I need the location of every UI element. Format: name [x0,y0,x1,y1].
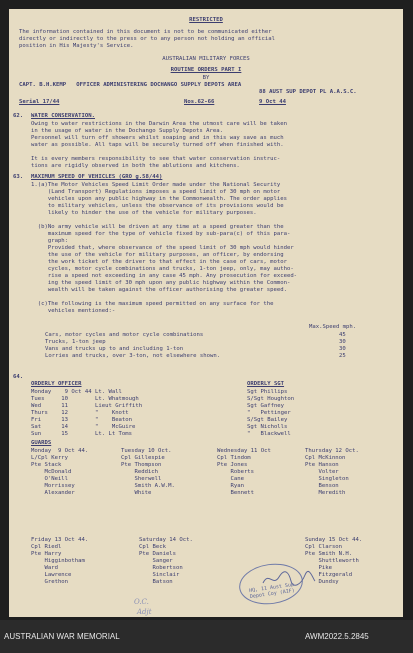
orderly-officer-row: Sun 15 Lt. Lt Toms [31,431,133,437]
guard-name: Pike [305,565,332,571]
orderly-officer-row: Tues 10 Lt. Whatmough [31,396,139,402]
guard-name: White [121,490,152,496]
guard-name: Meredith [305,490,346,496]
guard-name: Shuttleworth [305,558,359,564]
guard-name: Cpl Gillespie [121,455,165,461]
orderly-sgt-title: ORDERLY SGT [247,381,285,387]
section-63-number: 63. [13,174,24,180]
s63-line: cycles, motor cycle combinations and trucks, 1-ton jeep, only, may autho- [31,266,294,272]
guard-name: Morrissey [31,483,75,489]
guard-name: Sinclair [139,572,180,578]
guard-name: Ward [31,565,58,571]
orderly-sgt-row: Sgt Nicholls [247,424,288,430]
guard-name: Cane [217,476,244,482]
s63-line: the work ticket of the driver to that effect in the case of cars, motor [31,259,287,265]
orderly-sgt-row: Sgt Gaffney [247,403,285,409]
guard-name: Cpl Tindom [217,455,251,461]
section-62-title: WATER CONSERVATION. [31,113,95,119]
orderly-officer-row: Wed 11 Lieut Griffith [31,403,143,409]
serial-number: Serial 17/44 [19,99,60,105]
s63-line: (c)The following is the maximum speed permitted on any surface for the [31,301,274,307]
footer-right: AWM2022.5.2845 [305,632,369,641]
notice-line-2: directly or indirectly to the press or to any person not holding an official [19,36,275,42]
guard-name: Pte Thompson [121,462,162,468]
speed-row-label: Trucks, 1-ton jeep [45,339,106,345]
orderly-officer-title: ORDERLY OFFICER [31,381,82,387]
guard-name: Bennett [217,490,255,496]
orderly-officer-row: Thurs 12 " Knott [31,410,129,416]
stamp-text: HQ, 11 Aust Sup Depot Coy (AIF) [248,581,296,601]
guard-name: Smith A.W.M. [121,483,175,489]
section-64-number: 64. [13,374,24,380]
section-62-number: 62. [13,113,24,119]
s62-line: Personnel will turn off showers whilst soaping and in this way save as much [31,135,284,141]
s63-line: vehicles mentioned:- [31,308,116,314]
s63-line: Provided that, where observance of the speed limit of 30 mph would hinder [31,245,294,251]
guard-name: Dundsy [305,579,339,585]
s63-line: (b)No army vehicle will be driven at any time at a speed greater than the [31,224,284,230]
guard-name: Singleton [305,476,349,482]
order-by: BY [202,75,210,81]
s62-line: tions are rigidly observed in both the ablutions and kitchens. [31,163,240,169]
guard-name: Robertson [139,565,183,571]
speed-row-value: 25 [339,353,346,359]
notice-line-3: position in His Majesty's Service. [19,43,134,49]
guard-day: Saturday 14 Oct. [139,537,193,543]
guard-name: Volter [305,469,339,475]
restricted-header: RESTRICTED [189,17,223,23]
guard-name: Pte Stack [31,462,62,468]
speed-row-label: Vans and trucks up to and including 1-ton [45,346,184,352]
guard-day: Monday 9 Oct 44. [31,448,89,454]
orderly-officer-row: Sat 14 " McGuire [31,424,136,430]
orderly-officer-row: Monday 9 Oct 44 Lt. Wall [31,389,122,395]
organisation: AUSTRALIAN MILITARY FORCES [162,56,250,62]
guard-day: Tuesday 10 Oct. [121,448,172,454]
guard-day: Wednesday 11 Oct [217,448,271,454]
s62-line: water as possible. All taps will be securely turned off when finished with. [31,142,284,148]
guard-name: Fitzgerald [305,572,353,578]
speed-row-label: Cars, motor cycles and motor cycle combinations [45,332,204,338]
s63-line: maximum speed for the type of vehicle fixed by sub-para(c) of this para- [31,231,291,237]
s63-line: the use of the vehicle for military purposes, an officer, by endorsing [31,252,284,258]
orderly-sgt-row: S/Sgt Houghton [247,396,295,402]
guard-name: Pte Hanson [305,462,339,468]
s63-line: (Land Transport) Regulations imposes a speed limit of 30 mph on motor [31,189,281,195]
guard-name: Cpl Riedl [31,544,62,550]
guard-name: Benson [305,483,339,489]
notice-line-1: The information contained in this document is not to be communicated either [19,29,272,35]
orderly-sgt-row: S/Sgt Bailey [247,417,288,423]
s62-line: Owing to water restrictions in the Darwin Area the utmost care will be taken [31,121,287,127]
s63-line: likely to hinder the use of the vehicle for military purposes. [31,210,257,216]
speed-row-value: 30 [339,339,346,345]
s63-line: rise a speed not exceeding in any case 45 mph. Any prosecution for exceed- [31,273,298,279]
orderly-sgt-row: " Blackwell [247,431,291,437]
s63-line: graph: [31,238,69,244]
guard-name: Reddich [121,469,159,475]
guard-name: L/Cpl Kerry [31,455,69,461]
guard-name: Higginbotham [31,558,85,564]
s63-line: vehicles upon any public highway in the Commonwealth. The order applies [31,196,287,202]
s62-line: in the usage of water in the Dochango Supply Depots Area. [31,128,223,134]
guard-name: Cpl Beck [139,544,166,550]
guards-title: GUARDS [31,440,52,446]
guard-name: McDonald [31,469,72,475]
guard-day: Sunday 15 Oct 44. [305,537,363,543]
s63-line: ing the speed limit of 30 mph upon any public highway within the Common- [31,280,291,286]
guard-name: Pte Harry [31,551,62,557]
guard-name: Pte Smith N.H. [305,551,353,557]
order-numbers: Nos.62-66 [184,99,215,105]
guard-name: O'Neill [31,476,69,482]
guard-name: Lawrence [31,572,72,578]
guard-name: Pte Daniels [139,551,177,557]
s63-line: wealth will be taken against the officer authorising the greater speed. [31,287,287,293]
guard-name: Grethon [31,579,69,585]
order-date: 9 Oct 44 [259,99,286,105]
guard-name: Ryan [217,483,244,489]
orderly-sgt-row: Sgt Phillips [247,389,288,395]
document-page [9,9,403,617]
order-title: ROUTINE ORDERS PART I [170,67,242,73]
guard-name: Sanger [139,558,173,564]
guard-name: Roberts [217,469,255,475]
speed-row-value: 45 [339,332,346,338]
s62-line: It is every members responsibility to see that water conservation instruc- [31,156,281,162]
handwritten-adjt: Adjt [137,608,152,616]
guard-name: Alexander [31,490,75,496]
guard-name: Sherwell [121,476,162,482]
speed-row-label: Lorries and trucks, over 3-ton, not elsewhere shown. [45,353,221,359]
handwritten-oc: O.C. [134,598,149,606]
archive-footer [0,620,413,653]
depot-line: 88 AUST SUP DEPOT PL A.A.S.C. [259,89,357,95]
guard-day: Thursday 12 Oct. [305,448,359,454]
orderly-sgt-row: " Pettinger [247,410,291,416]
s63-line: 1.(a)The Motor Vehicles Speed Limit Order made under the National Security [31,182,281,188]
speed-row-value: 30 [339,346,346,352]
orderly-officer-row: Fri 13 " Beaton [31,417,133,423]
speed-table-header: Max.Speed mph. [309,324,357,330]
officer-line: CAPT. B.H.KEMP OFFICER ADMINISTERING DOCHANGO SUPPLY DEPOTS AREA [19,82,242,88]
guard-name: Batson [139,579,173,585]
footer-left: AUSTRALIAN WAR MEMORIAL [4,632,120,641]
s63-line: to military vehicles, unless the observance of its provisions would be [31,203,284,209]
guard-day: Friday 13 Oct 44. [31,537,89,543]
guard-name: Pte Jones [217,462,248,468]
guard-name: Cpl McKinnon [305,455,346,461]
section-63-title: MAXIMUM SPEED OF VEHICLES (GRO g.58/44) [31,174,163,180]
guard-name: Cpl Clarson [305,544,343,550]
